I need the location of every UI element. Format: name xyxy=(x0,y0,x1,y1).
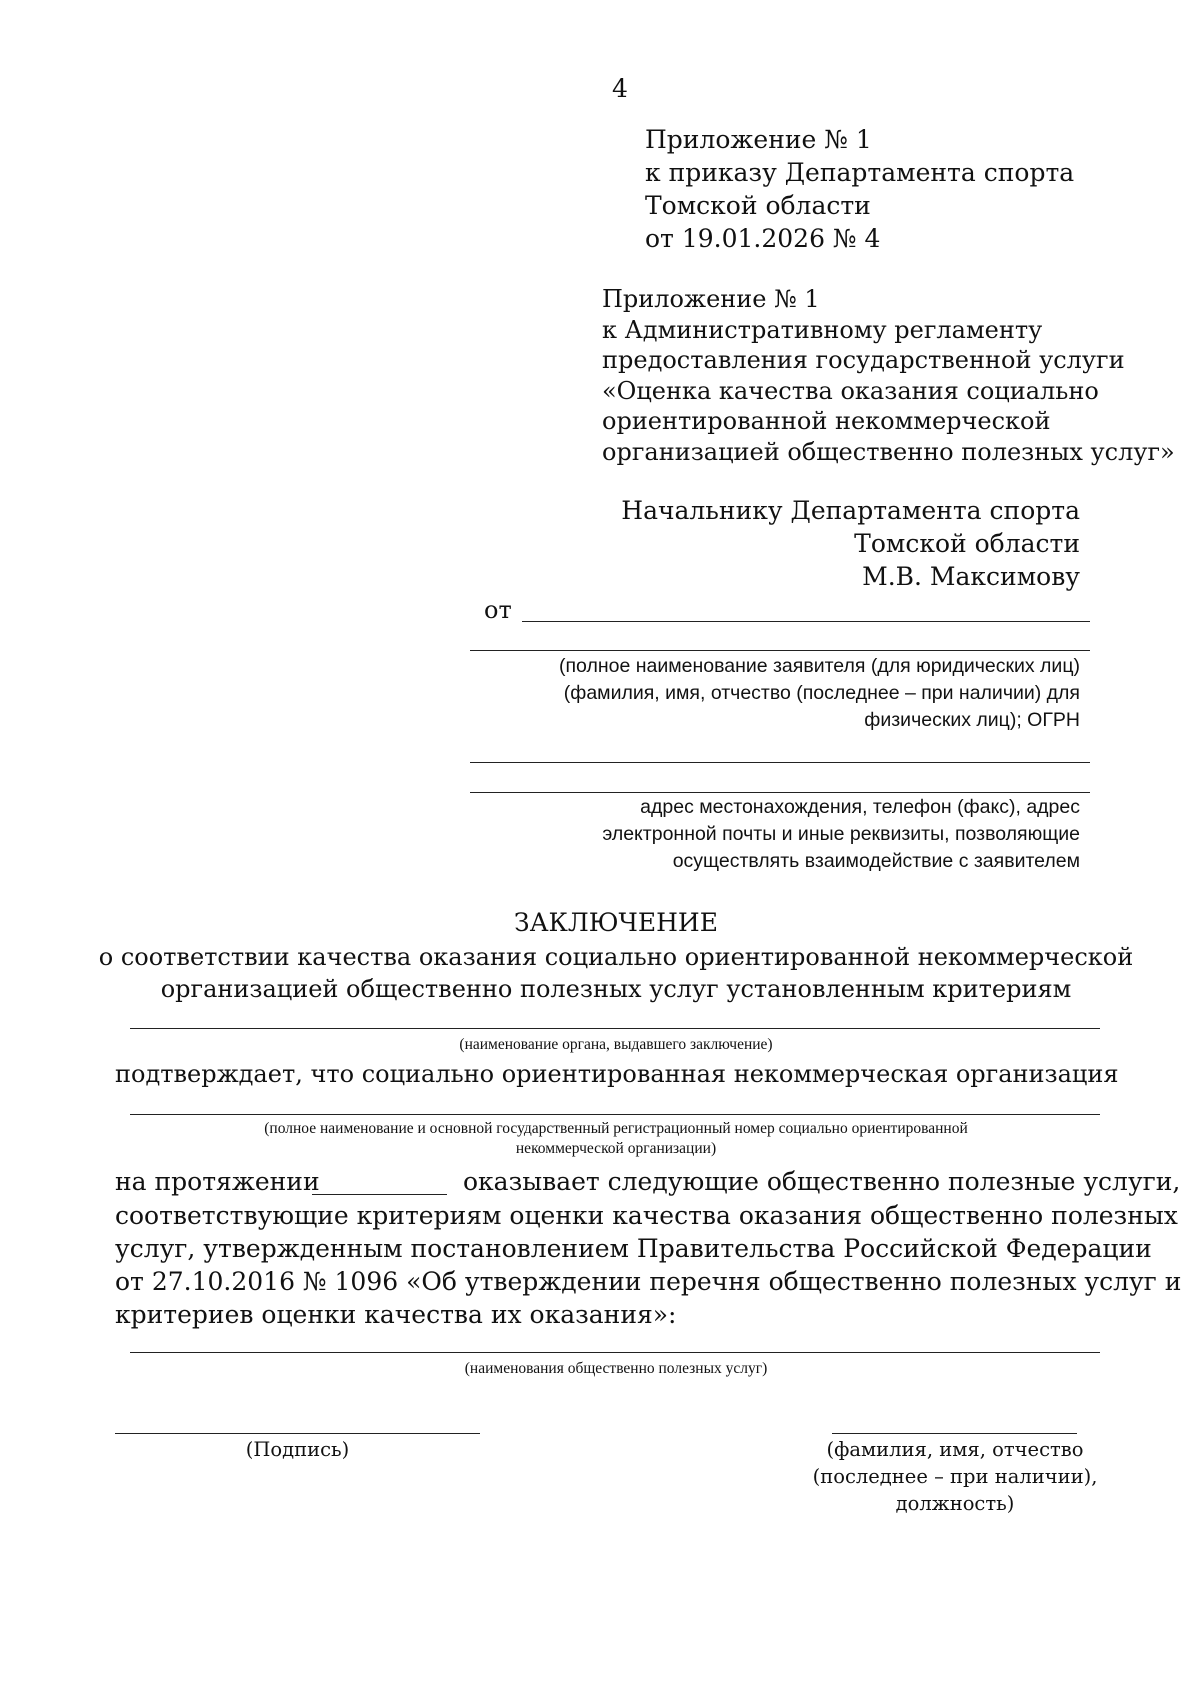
address-hint-line1: адрес местонахождения, телефон (факс), адрес xyxy=(640,796,1080,818)
appendix-order-line1: Приложение № 1 xyxy=(645,125,872,154)
appendix-regulation-line6: организацией общественно полезных услуг» xyxy=(602,437,1175,466)
signature-line[interactable] xyxy=(115,1433,480,1434)
applicant-hint-line3: физических лиц); ОГРН xyxy=(864,709,1080,731)
body-paragraph xyxy=(115,1199,1182,1331)
conclusion-subtitle-line1: о соответствии качества оказания социально ориентированной некоммерческой xyxy=(98,943,1134,971)
appendix-regulation-line3: предоставления государственной услуги xyxy=(602,346,1125,374)
body-line4: от 27.10.2016 № 1096 «Об утверждении перечня общественно полезных услуг и xyxy=(115,1267,1182,1296)
applicant-hint-line1: (полное наименование заявителя (для юридических лиц) xyxy=(558,655,1080,677)
addressee-line1: Начальнику Департамента спорта xyxy=(621,496,1080,525)
applicant-name-line[interactable] xyxy=(470,650,1090,651)
appendix-regulation-line2: к Административному регламенту xyxy=(602,315,1043,344)
issuer-line[interactable] xyxy=(130,1028,1100,1029)
from-input-line[interactable] xyxy=(522,621,1090,622)
name-line[interactable] xyxy=(832,1433,1077,1434)
appendix-order-block xyxy=(645,123,1074,255)
services-line[interactable] xyxy=(130,1352,1100,1353)
address-hint-block xyxy=(470,794,1080,875)
body-line1-end: оказывает следующие общественно полезные услуги, xyxy=(463,1167,1181,1196)
name-caption-line2: (последнее – при наличии), xyxy=(812,1465,1098,1488)
signature-caption: (Подпись) xyxy=(245,1438,350,1461)
duration-input-line[interactable] xyxy=(312,1194,447,1195)
appendix-regulation-line1: Приложение № 1 xyxy=(602,285,820,313)
body-line3: услуг, утвержденным постановлением Правительства Российской Федерации xyxy=(115,1234,1152,1263)
addressee-line2: Томской области xyxy=(854,529,1080,558)
conclusion-title: ЗАКЛЮЧЕНИЕ xyxy=(514,908,718,937)
address-hint-line3: осуществлять взаимодействие с заявителем xyxy=(672,850,1080,872)
page-number: 4 xyxy=(612,74,628,103)
org-caption-line1: (полное наименование и основной государственный регистрационный номер социально ориентированной xyxy=(264,1120,968,1137)
body-line1-start: на протяжении xyxy=(115,1167,320,1196)
appendix-order-line3: Томской области xyxy=(645,191,871,220)
confirms-text: подтверждает, что социально ориентированная некоммерческая организация xyxy=(115,1060,1119,1088)
applicant-extra-line[interactable] xyxy=(470,762,1090,763)
addressee-line3: М.В. Максимову xyxy=(862,562,1080,591)
conclusion-subtitle-line2: организацией общественно полезных услуг установленным критериям xyxy=(160,975,1072,1003)
name-caption-line1: (фамилия, имя, отчество xyxy=(826,1438,1084,1461)
issuer-caption: (наименование органа, выдавшего заключение) xyxy=(459,1036,773,1053)
address-hint-line2: электронной почты и иные реквизиты, позволяющие xyxy=(602,823,1080,845)
appendix-order-line4: от 19.01.2026 № 4 xyxy=(645,224,881,253)
body-line5: критериев оценки качества их оказания»: xyxy=(115,1300,677,1329)
body-line2: соответствующие критериям оценки качества оказания общественно полезных xyxy=(115,1201,1178,1230)
name-caption-block xyxy=(800,1436,1110,1517)
addressee-block xyxy=(560,494,1080,593)
name-caption-line3: должность) xyxy=(895,1492,1015,1515)
appendix-order-line2: к приказу Департамента спорта xyxy=(645,158,1075,187)
services-caption: (наименования общественно полезных услуг) xyxy=(464,1360,768,1377)
org-caption-line2: некоммерческой организации) xyxy=(515,1140,717,1157)
address-line[interactable] xyxy=(470,792,1090,793)
from-label: от xyxy=(484,596,512,624)
applicant-hint-line2: (фамилия, имя, отчество (последнее – при наличии) для xyxy=(563,682,1080,704)
appendix-regulation-block xyxy=(602,284,1175,467)
applicant-hint-block xyxy=(470,653,1080,734)
organization-line[interactable] xyxy=(130,1114,1100,1115)
appendix-regulation-line4: «Оценка качества оказания социально xyxy=(602,376,1099,405)
appendix-regulation-line5: ориентированной некоммерческой xyxy=(602,407,1051,435)
